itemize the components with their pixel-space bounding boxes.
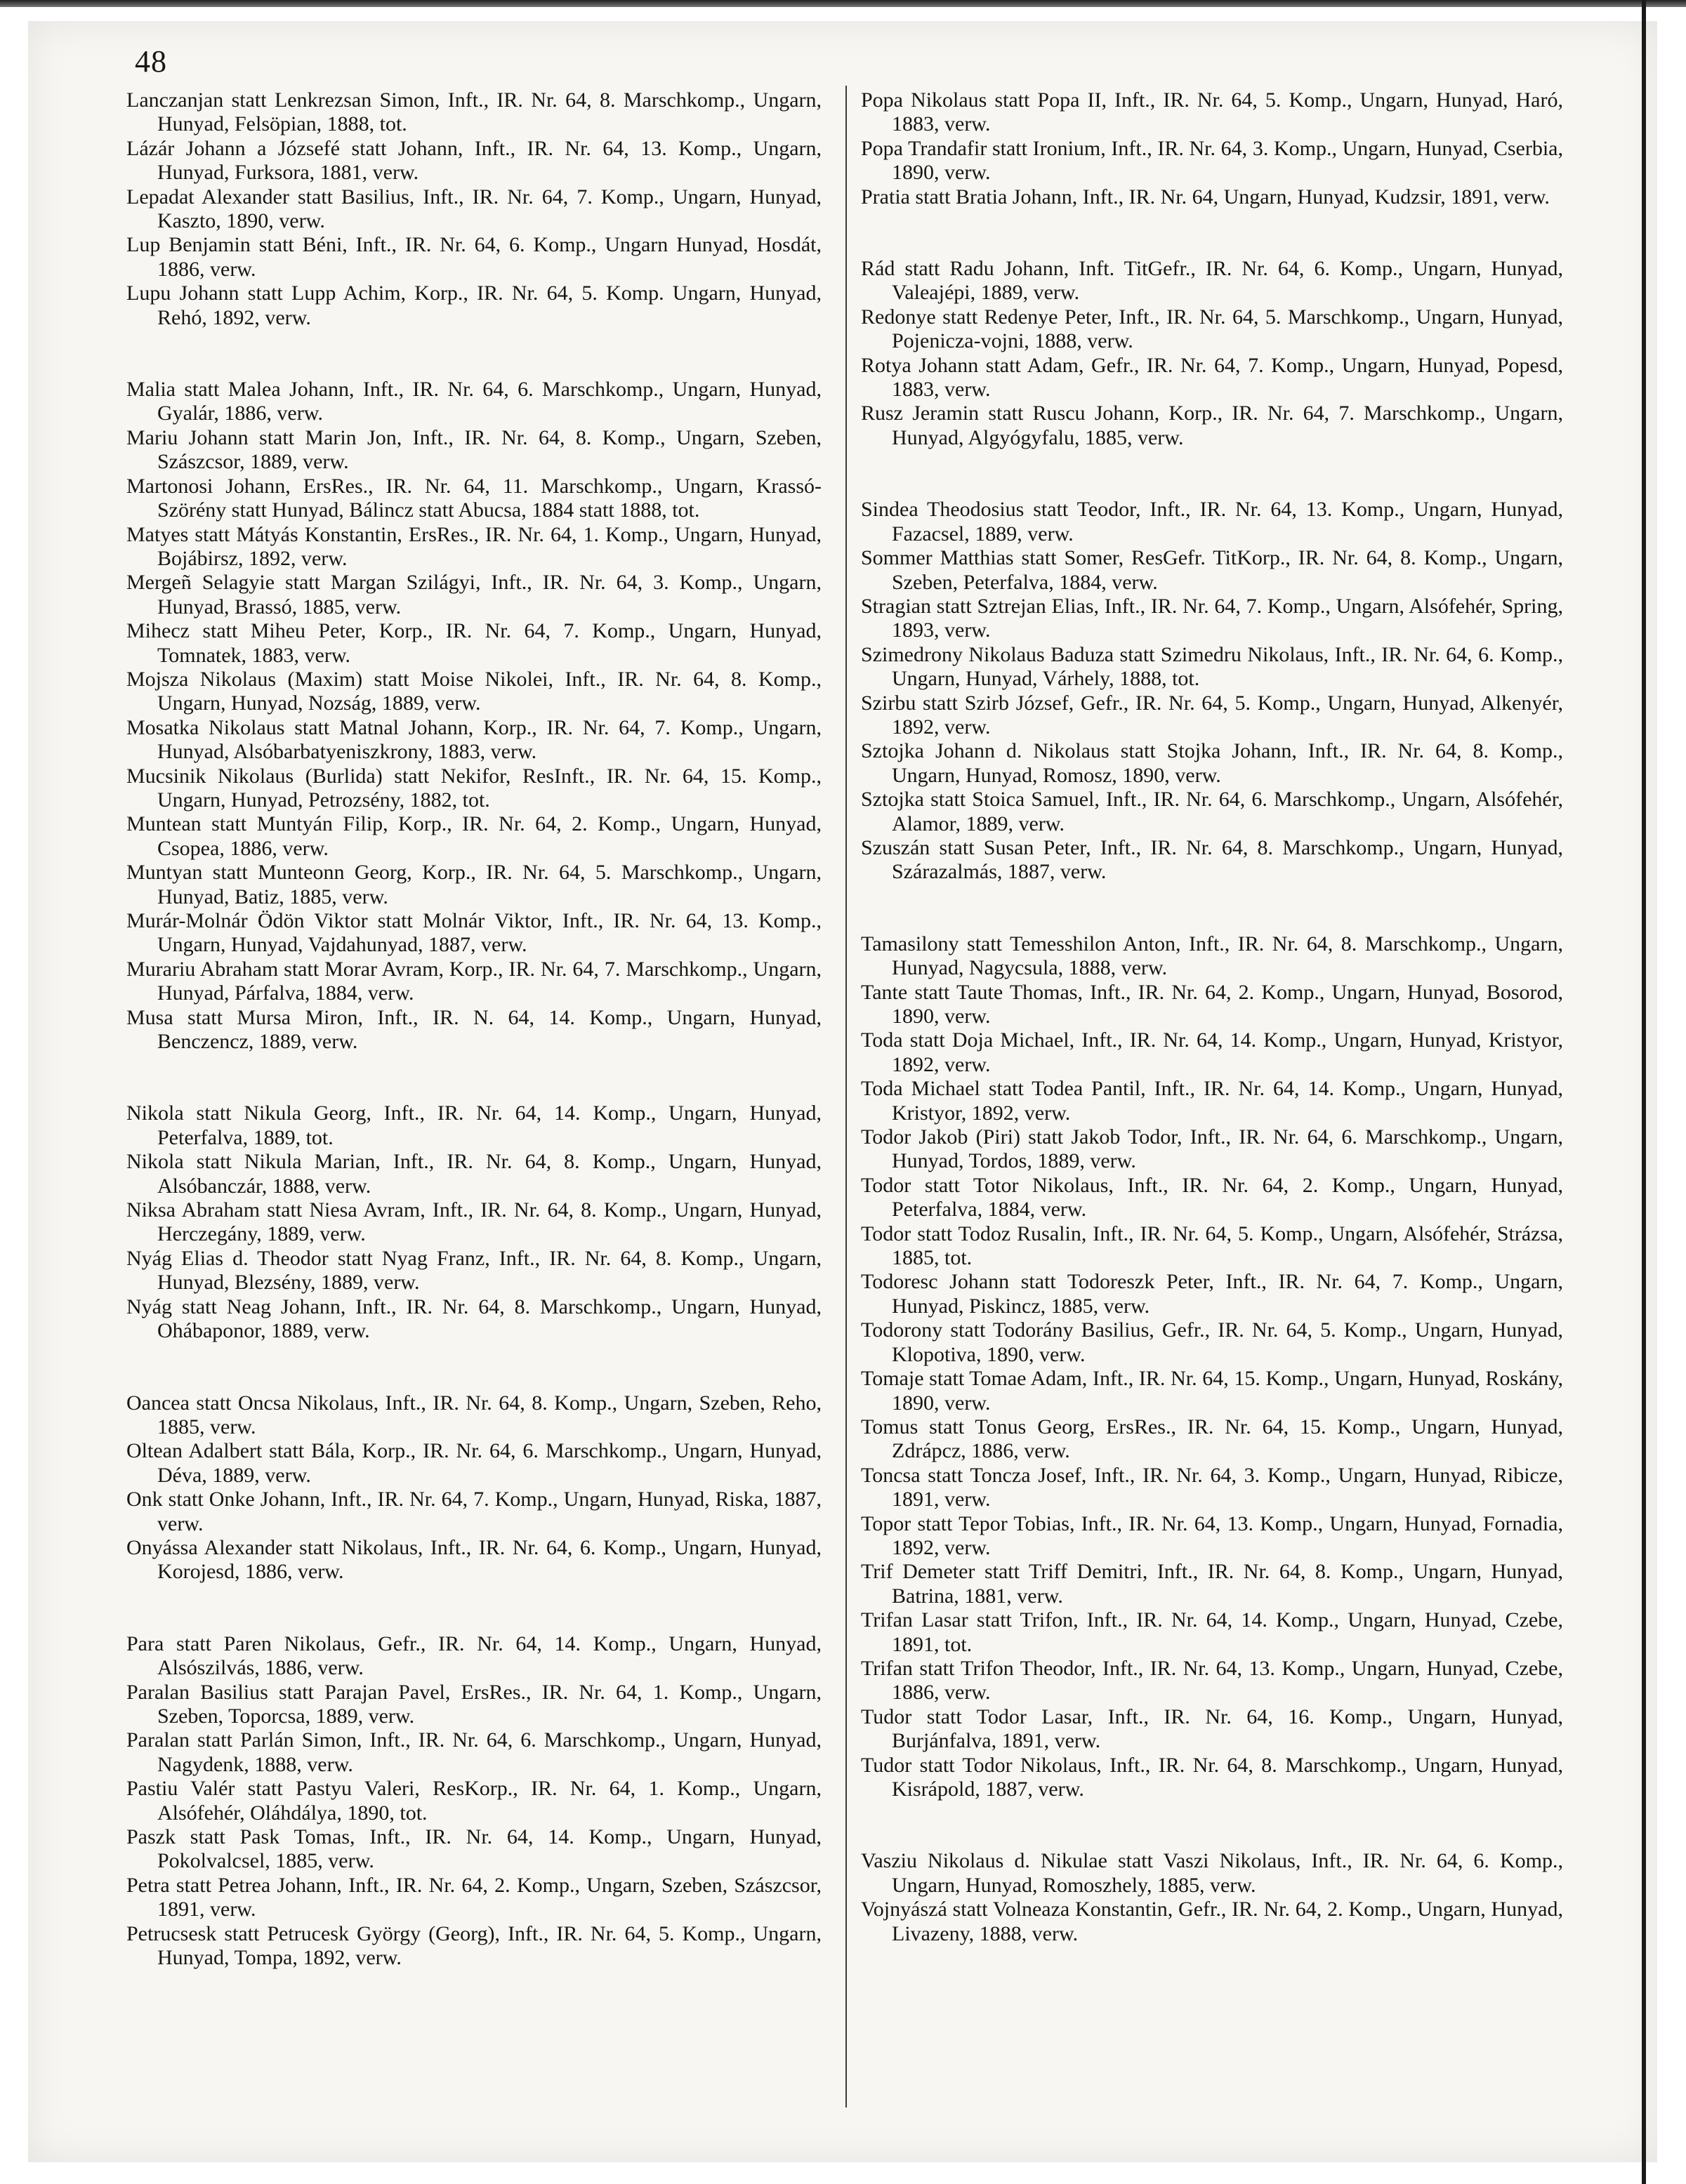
register-entry: Topor statt Tepor Tobias, Inft., IR. Nr. 64, 13. Komp., Ungarn, Hunyad, Fornadia, 1892, verw. (861, 1511, 1563, 1559)
register-entry: Rusz Jeramin statt Ruscu Johann, Korp., IR. Nr. 64, 7. Marschkomp., Ungarn, Hunyad, Algyógyfalu, 1885, verw. (861, 402, 1563, 449)
register-entry: Malia statt Malea Johann, Inft., IR. Nr. 64, 6. Marschkomp., Ungarn, Hunyad, Gyalár, 1886, verw. (126, 378, 822, 425)
section-gap (861, 450, 1563, 498)
register-entry: Para statt Paren Nikolaus, Gefr., IR. Nr. 64, 14. Komp., Ungarn, Hunyad, Alsószilvás, 1886, verw. (126, 1632, 822, 1680)
register-entry: Lupu Johann statt Lupp Achim, Korp., IR. Nr. 64, 5. Komp. Ungarn, Hunyad, Rehó, 1892, verw. (126, 282, 822, 329)
register-entry: Martonosi Johann, ErsRes., IR. Nr. 64, 11. Marschkomp., Ungarn, Krassó-Szörény statt Hunyad, Bálincz statt Abucsa, 1884 statt 1888, tot. (126, 474, 822, 522)
register-entry: Tante statt Taute Thomas, Inft., IR. Nr. 64, 2. Komp., Ungarn, Hunyad, Bosorod, 1890, verw. (861, 980, 1563, 1028)
register-entry: Sztojka Johann d. Nikolaus statt Stojka Johann, Inft., IR. Nr. 64, 8. Komp., Ungarn, Hunyad, Romosz, 1890, verw. (861, 739, 1563, 787)
register-entry: Popa Trandafir statt Ironium, Inft., IR. Nr. 64, 3. Komp., Ungarn, Hunyad, Cserbia, 1890, verw. (861, 136, 1563, 185)
register-entry: Toda Michael statt Todea Pantil, Inft., IR. Nr. 64, 14. Komp., Ungarn, Hunyad, Kristyor, 1892, verw. (861, 1077, 1563, 1125)
register-entry: Pratia statt Bratia Johann, Inft., IR. Nr. 64, Ungarn, Hunyad, Kudzsir, 1891, verw. (861, 185, 1550, 209)
register-entry: Todor statt Totor Nikolaus, Inft., IR. Nr. 64, 2. Komp., Ungarn, Hunyad, Peterfalva, 1884, verw. (861, 1173, 1563, 1222)
register-entry: Lepadat Alexander statt Basilius, Inft., IR. Nr. 64, 7. Komp., Ungarn, Hunyad, Kaszto, 1890, verw. (126, 185, 822, 233)
register-entry: Szimedrony Nikolaus Baduza statt Szimedru Nikolaus, Inft., IR. Nr. 64, 6. Komp., Ungarn, Hunyad, Várhely, 1888, tot. (861, 642, 1563, 691)
register-entry: Mosatka Nikolaus statt Matnal Johann, Korp., IR. Nr. 64, 7. Komp., Ungarn, Hunyad, Alsóbarbatyeniszkrony, 1883, verw. (126, 715, 822, 764)
right-column (861, 88, 1563, 1946)
register-entry: Muntyan statt Munteonn Georg, Korp., IR. Nr. 64, 5. Marschkomp., Ungarn, Hunyad, Batiz, 1885, verw. (126, 861, 822, 908)
register-entry: Mergeñ Selagyie statt Margan Szilágyi, Inft., IR. Nr. 64, 3. Komp., Ungarn, Hunyad, Brassó, 1885, verw. (126, 571, 822, 618)
register-entry: Stragian statt Sztrejan Elias, Inft., IR. Nr. 64, 7. Komp., Ungarn, Alsófehér, Spring, 1893, verw. (861, 594, 1563, 642)
register-entry: Trifan statt Trifon Theodor, Inft., IR. Nr. 64, 13. Komp., Ungarn, Hunyad, Czebe, 1886, verw. (861, 1656, 1563, 1705)
register-entry: Lup Benjamin statt Béni, Inft., IR. Nr. 64, 6. Komp., Ungarn Hunyad, Hosdát, 1886, verw. (126, 233, 822, 281)
section-gap (861, 885, 1563, 932)
register-entry: Mihecz statt Miheu Peter, Korp., IR. Nr. 64, 7. Komp., Ungarn, Hunyad, Tomnatek, 1883, verw. (126, 619, 822, 667)
register-entry: Rotya Johann statt Adam, Gefr., IR. Nr. 64, 7. Komp., Ungarn, Hunyad, Popesd, 1883, verw. (861, 353, 1563, 402)
register-entry: Pastiu Valér statt Pastyu Valeri, ResKorp., IR. Nr. 64, 1. Komp., Ungarn, Alsófehér, Oláhdálya, 1890, tot. (126, 1777, 822, 1825)
register-entry: Szirbu statt Szirb József, Gefr., IR. Nr. 64, 5. Komp., Ungarn, Hunyad, Alkenyér, 1892, verw. (861, 691, 1563, 739)
register-entry: Tamasilony statt Temesshilon Anton, Inft., IR. Nr. 64, 8. Marschkomp., Ungarn, Hunyad, Nagycsula, 1888, verw. (861, 932, 1563, 980)
register-entry: Sindea Theodosius statt Teodor, Inft., IR. Nr. 64, 13. Komp., Ungarn, Hunyad, Fazacsel, 1889, verw. (861, 498, 1563, 545)
register-entry: Nyág Elias d. Theodor statt Nyag Franz, Inft., IR. Nr. 64, 8. Komp., Ungarn, Hunyad, Blezsény, 1889, verw. (126, 1246, 822, 1295)
register-entry: Lázár Johann a Józsefé statt Johann, Inft., IR. Nr. 64, 13. Komp., Ungarn, Hunyad, Furksora, 1881, verw. (126, 136, 822, 185)
register-entry: Nikola statt Nikula Marian, Inft., IR. Nr. 64, 8. Komp., Ungarn, Hunyad, Alsóbanczár, 1888, verw. (126, 1150, 822, 1198)
left-column (126, 88, 822, 1970)
register-entry: Nyág statt Neag Johann, Inft., IR. Nr. 64, 8. Marschkomp., Ungarn, Hunyad, Ohábaponor, 1889, verw. (126, 1295, 822, 1343)
register-entry: Sommer Matthias statt Somer, ResGefr. TitKorp., IR. Nr. 64, 8. Komp., Ungarn, Szeben, Peterfalva, 1884, verw. (861, 546, 1563, 594)
register-entry: Vasziu Nikolaus d. Nikulae statt Vaszi Nikolaus, Inft., IR. Nr. 64, 6. Komp., Ungarn, Hunyad, Romoszhely, 1885, verw. (861, 1849, 1563, 1897)
scan-right-edge (1642, 0, 1646, 2184)
register-entry: Trifan Lasar statt Trifon, Inft., IR. Nr. 64, 14. Komp., Ungarn, Hunyad, Czebe, 1891, tot. (861, 1608, 1563, 1656)
register-entry: Onk statt Onke Johann, Inft., IR. Nr. 64, 7. Komp., Ungarn, Hunyad, Riska, 1887, verw. (126, 1488, 822, 1535)
register-entry: Mucsinik Nikolaus (Burlida) statt Nekifor, ResInft., IR. Nr. 64, 15. Komp., Ungarn, Hunyad, Petrozsény, 1882, tot. (126, 764, 822, 812)
register-entry: Popa Nikolaus statt Popa II, Inft., IR. Nr. 64, 5. Komp., Ungarn, Hunyad, Haró, 1883, verw. (861, 88, 1563, 136)
register-entry: Rád statt Radu Johann, Inft. TitGefr., IR. Nr. 64, 6. Komp., Ungarn, Hunyad, Valeajépi, 1889, verw. (861, 257, 1563, 305)
section-gap (126, 330, 822, 378)
register-entry: Todoresc Johann statt Todoreszk Peter, Inft., IR. Nr. 64, 7. Komp., Ungarn, Hunyad, Piskincz, 1885, verw. (861, 1270, 1563, 1318)
register-entry: Murariu Abraham statt Morar Avram, Korp., IR. Nr. 64, 7. Marschkomp., Ungarn, Hunyad, Párfalva, 1884, verw. (126, 957, 822, 1005)
register-entry: Sztojka statt Stoica Samuel, Inft., IR. Nr. 64, 6. Marschkomp., Ungarn, Alsófehér, Alamor, 1889, verw. (861, 788, 1563, 835)
register-entry: Toncsa statt Toncza Josef, Inft., IR. Nr. 64, 3. Komp., Ungarn, Hunyad, Ribicze, 1891, verw. (861, 1463, 1563, 1511)
register-entry: Toda statt Doja Michael, Inft., IR. Nr. 64, 14. Komp., Ungarn, Hunyad, Kristyor, 1892, verw. (861, 1028, 1563, 1076)
register-entry: Todor Jakob (Piri) statt Jakob Todor, Inft., IR. Nr. 64, 6. Marschkomp., Ungarn, Hunyad, Tordos, 1889, verw. (861, 1125, 1563, 1173)
register-entry: Mariu Johann statt Marin Jon, Inft., IR. Nr. 64, 8. Komp., Ungarn, Szeben, Szászcsor, 1889, verw. (126, 425, 822, 474)
register-entry: Nikola statt Nikula Georg, Inft., IR. Nr. 64, 14. Komp., Ungarn, Hunyad, Peterfalva, 1889, tot. (126, 1101, 822, 1149)
register-entry: Todor statt Todoz Rusalin, Inft., IR. Nr. 64, 5. Komp., Ungarn, Alsófehér, Strázsa, 1885, tot. (861, 1222, 1563, 1270)
register-entry: Niksa Abraham statt Niesa Avram, Inft., IR. Nr. 64, 8. Komp., Ungarn, Hunyad, Herczegány, 1889, verw. (126, 1198, 822, 1246)
register-entry: Todorony statt Todorány Basilius, Gefr., IR. Nr. 64, 5. Komp., Ungarn, Hunyad, Klopotiva, 1890, verw. (861, 1318, 1563, 1366)
section-gap (126, 1584, 822, 1632)
register-entry: Paralan statt Parlán Simon, Inft., IR. Nr. 64, 6. Marschkomp., Ungarn, Hunyad, Nagydenk, 1888, verw. (126, 1728, 822, 1776)
register-entry: Mojsza Nikolaus (Maxim) statt Moise Nikolei, Inft., IR. Nr. 64, 8. Komp., Ungarn, Hunyad, Nozság, 1889, verw. (126, 667, 822, 715)
register-entry: Lanczanjan statt Lenkrezsan Simon, Inft., IR. Nr. 64, 8. Marschkomp., Ungarn, Hunyad, Felsöpian, 1888, tot. (126, 88, 822, 136)
register-entry: Oancea statt Oncsa Nikolaus, Inft., IR. Nr. 64, 8. Komp., Ungarn, Szeben, Reho, 1885, verw. (126, 1391, 822, 1438)
register-entry: Murár-Molnár Ödön Viktor statt Molnár Viktor, Inft., IR. Nr. 64, 13. Komp., Ungarn, Hunyad, Vajdahunyad, 1887, verw. (126, 909, 822, 957)
register-entry: Paszk statt Pask Tomas, Inft., IR. Nr. 64, 14. Komp., Ungarn, Hunyad, Pokolvalcsel, 1885, verw. (126, 1825, 822, 1873)
register-entry: Redonye statt Redenye Peter, Inft., IR. Nr. 64, 5. Marschkomp., Ungarn, Hunyad, Pojenicza-vojni, 1888, verw. (861, 305, 1563, 353)
register-entry: Onyássa Alexander statt Nikolaus, Inft., IR. Nr. 64, 6. Komp., Ungarn, Hunyad, Korojesd, 1886, verw. (126, 1535, 822, 1584)
section-gap (861, 209, 1563, 257)
column-divider (845, 86, 847, 2107)
register-entry: Vojnyászá statt Volneaza Konstantin, Gefr., IR. Nr. 64, 2. Komp., Ungarn, Hunyad, Livazeny, 1888, verw. (861, 1898, 1563, 1945)
register-entry: Tudor statt Todor Lasar, Inft., IR. Nr. 64, 16. Komp., Ungarn, Hunyad, Burjánfalva, 1891, verw. (861, 1705, 1563, 1753)
register-entry: Petrucsesk statt Petrucesk György (Georg), Inft., IR. Nr. 64, 5. Komp., Ungarn, Hunyad, Tompa, 1892, verw. (126, 1921, 822, 1970)
section-gap (126, 1344, 822, 1391)
register-entry: Tudor statt Todor Nikolaus, Inft., IR. Nr. 64, 8. Marschkomp., Ungarn, Hunyad, Kisrápold, 1887, verw. (861, 1753, 1563, 1801)
register-entry: Tomaje statt Tomae Adam, Inft., IR. Nr. 64, 15. Komp., Ungarn, Hunyad, Roskány, 1890, verw. (861, 1367, 1563, 1415)
register-entry: Muntean statt Muntyán Filip, Korp., IR. Nr. 64, 2. Komp., Ungarn, Hunyad, Csopea, 1886, verw. (126, 812, 822, 860)
page-number: 48 (135, 44, 167, 79)
section-gap (126, 1054, 822, 1101)
register-entry: Oltean Adalbert statt Bála, Korp., IR. Nr. 64, 6. Marschkomp., Ungarn, Hunyad, Déva, 1889, verw. (126, 1439, 822, 1487)
section-gap (861, 1801, 1563, 1849)
scan-top-edge (0, 0, 1686, 7)
register-entry: Paralan Basilius statt Parajan Pavel, ErsRes., IR. Nr. 64, 1. Komp., Ungarn, Szeben, Toporcsa, 1889, verw. (126, 1680, 822, 1728)
register-entry: Petra statt Petrea Johann, Inft., IR. Nr. 64, 2. Komp., Ungarn, Szeben, Szászcsor, 1891, verw. (126, 1873, 822, 1921)
register-entry: Musa statt Mursa Miron, Inft., IR. N. 64, 14. Komp., Ungarn, Hunyad, Benczencz, 1889, verw. (126, 1005, 822, 1054)
register-entry: Matyes statt Mátyás Konstantin, ErsRes., IR. Nr. 64, 1. Komp., Ungarn, Hunyad, Bojábirsz, 1892, verw. (126, 522, 822, 570)
register-entry: Trif Demeter statt Triff Demitri, Inft., IR. Nr. 64, 8. Komp., Ungarn, Hunyad, Batrina, 1881, verw. (861, 1560, 1563, 1608)
register-entry: Tomus statt Tonus Georg, ErsRes., IR. Nr. 64, 15. Komp., Ungarn, Hunyad, Zdrápcz, 1886, verw. (861, 1415, 1563, 1463)
register-entry: Szuszán statt Susan Peter, Inft., IR. Nr. 64, 8. Marschkomp., Ungarn, Hunyad, Szárazalmás, 1887, verw. (861, 835, 1563, 884)
